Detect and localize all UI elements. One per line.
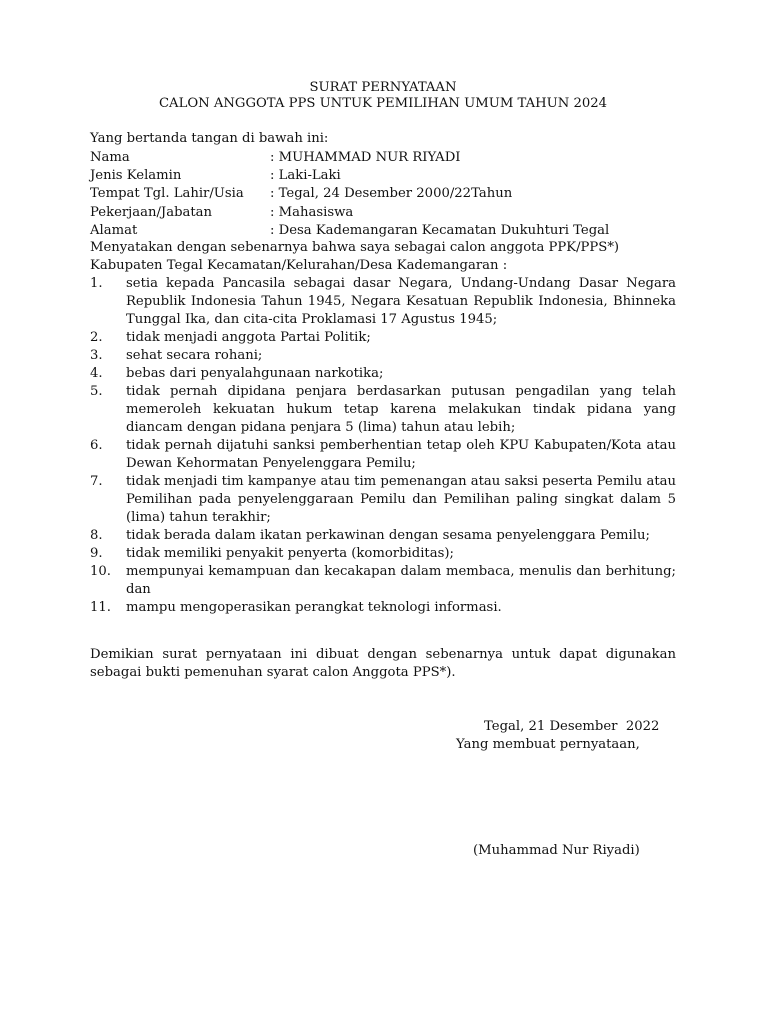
identity-label: Tempat Tgl. Lahir/Usia bbox=[90, 186, 244, 202]
list-item bbox=[90, 383, 676, 437]
item-number: 6. bbox=[90, 438, 103, 453]
identity-label: Alamat bbox=[90, 222, 138, 238]
item-number: 3. bbox=[90, 348, 103, 363]
signer-name: (Muhammad Nur Riyadi) bbox=[473, 843, 640, 858]
item-number: 4. bbox=[90, 366, 103, 381]
identity-block bbox=[90, 149, 690, 240]
signature-caption: Yang membuat pernyataan, bbox=[456, 737, 640, 752]
item-text: mampu mengoperasikan perangkat teknologi informasi. bbox=[126, 600, 502, 615]
item-text: tidak pernah dijatuhi sanksi pemberhentian tetap oleh KPU Kabupaten/Kota atau Dewan Kehormatan Penyelenggara Pemilu; bbox=[126, 438, 676, 471]
identity-label: Nama bbox=[90, 150, 130, 165]
identity-value: : Laki-Laki bbox=[270, 168, 341, 184]
identity-value: : Mahasiswa bbox=[270, 204, 354, 220]
closing-paragraph: Demikian surat pernyataan ini dibuat dengan sebenarnya untuk dapat digunakan sebagai bukti pemenuhan syarat calon Anggota PPS*). bbox=[90, 647, 676, 680]
identity-value: : Tegal, 24 Desember 2000/22Tahun bbox=[270, 186, 513, 202]
declaration-line: Menyatakan dengan sebenarnya bahwa saya sebagai calon anggota PPK/PPS*) bbox=[90, 240, 620, 255]
list-item bbox=[90, 437, 676, 473]
item-text: mempunyai kemampuan dan kecakapan dalam membaca, menulis dan berhitung; dan bbox=[126, 564, 676, 597]
identity-row-address bbox=[90, 222, 690, 240]
list-item bbox=[90, 365, 676, 383]
identity-row-gender bbox=[90, 167, 690, 185]
item-number: 8. bbox=[90, 528, 103, 543]
item-number: 1. bbox=[90, 276, 103, 291]
item-text: tidak berada dalam ikatan perkawinan dengan sesama penyelenggara Pemilu; bbox=[126, 528, 650, 543]
document-subtitle: CALON ANGGOTA PPS UNTUK PEMILIHAN UMUM TAHUN 2024 bbox=[158, 96, 608, 111]
list-item bbox=[90, 329, 676, 347]
identity-row-name bbox=[90, 149, 690, 167]
identity-value: : MUHAMMAD NUR RIYADI bbox=[270, 150, 461, 165]
item-number: 5. bbox=[90, 384, 103, 399]
declaration-line: Kabupaten Tegal Kecamatan/Kelurahan/Desa Kademangaran : bbox=[90, 258, 508, 273]
intro-text: Yang bertanda tangan di bawah ini: bbox=[90, 131, 329, 146]
list-item bbox=[90, 563, 676, 599]
identity-row-occupation bbox=[90, 204, 690, 222]
declaration-text bbox=[90, 239, 676, 275]
item-text: setia kepada Pancasila sebagai dasar Negara, Undang-Undang Dasar Negara Republik Indonesia Tahun 1945, Negara Kesatuan Republik Indonesia, Bhinneka Tunggal Ika, dan cita-cita Proklamasi 17 Agustus 1945; bbox=[126, 276, 676, 327]
list-item bbox=[90, 599, 676, 617]
identity-label: Pekerjaan/Jabatan bbox=[90, 204, 213, 220]
item-text: tidak menjadi tim kampanye atau tim pemenangan atau saksi peserta Pemilu atau Pemilihan pada penyelenggaraan Pemilu dan Pemilihan paling singkat dalam 5 (lima) tahun terakhir; bbox=[126, 474, 676, 525]
item-number: 10. bbox=[90, 564, 111, 579]
item-number: 9. bbox=[90, 546, 103, 561]
place-date: Tegal, 21 Desember 2022 bbox=[484, 719, 660, 734]
identity-row-birth bbox=[90, 185, 690, 203]
item-text: tidak pernah dipidana penjara berdasarkan putusan pengadilan yang telah memeroleh kekuatan hukum tetap karena melakukan tindak pidana yang diancam dengan pidana penjara 5 (lima) tahun atau lebih; bbox=[126, 384, 676, 435]
item-number: 11. bbox=[90, 600, 111, 615]
list-item bbox=[90, 347, 676, 365]
item-text: tidak menjadi anggota Partai Politik; bbox=[126, 330, 371, 345]
identity-label: Jenis Kelamin bbox=[90, 168, 182, 184]
list-item bbox=[90, 545, 676, 563]
list-item bbox=[90, 473, 676, 527]
item-number: 7. bbox=[90, 474, 103, 489]
document-title: SURAT PERNYATAAN bbox=[309, 80, 457, 95]
item-text: tidak memiliki penyakit penyerta (komorbiditas); bbox=[126, 546, 454, 561]
item-text: bebas dari penyalahgunaan narkotika; bbox=[126, 366, 384, 381]
list-item bbox=[90, 275, 676, 329]
identity-value: : Desa Kademangaran Kecamatan Dukuhturi Tegal bbox=[270, 222, 610, 238]
item-text: sehat secara rohani; bbox=[126, 348, 263, 363]
item-number: 2. bbox=[90, 330, 103, 345]
statement-list bbox=[90, 275, 676, 617]
list-item bbox=[90, 527, 676, 545]
